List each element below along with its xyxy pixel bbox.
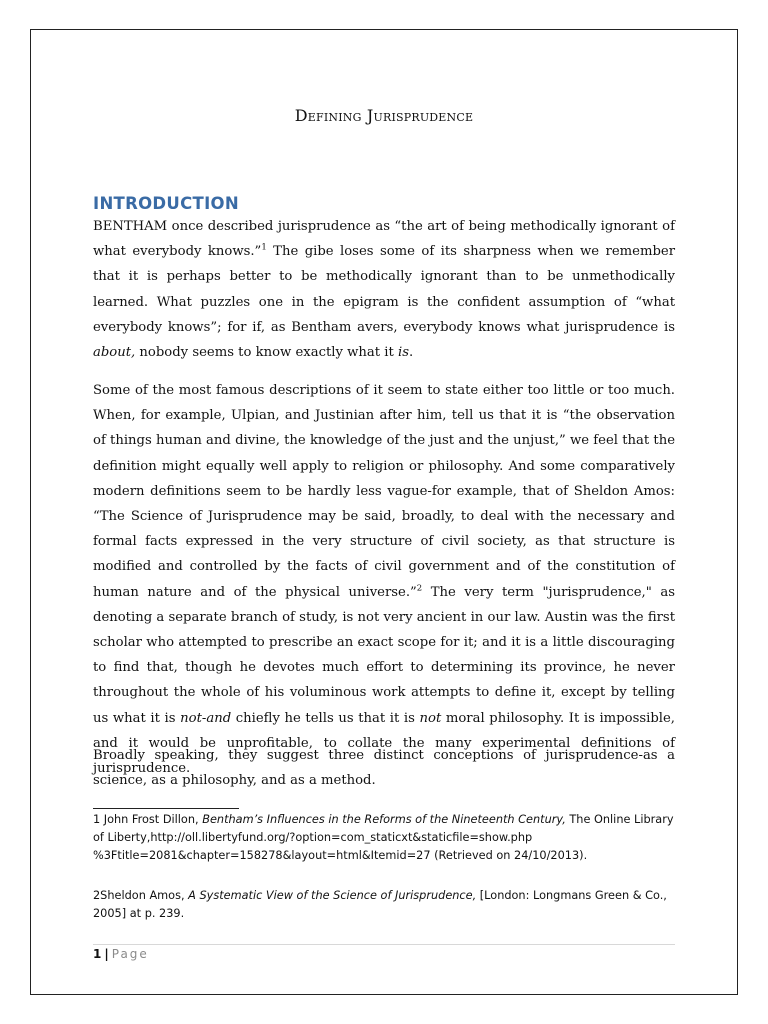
p1-text-2: The gibe loses some of its sharpness when we remember that it is perhaps better to be methodically ignorant than to be unmethodically learned. What puzzles one in the epigram is the confident assumption of “what everybody knows”; for if, as Bentham avers, everybody knows what jurisprudence is bbox=[93, 244, 675, 335]
footnote-2-prefix: 2Sheldon Amos, bbox=[93, 889, 189, 902]
footnote-2-title: A Systematic View of the Science of Jurisprudence, bbox=[188, 889, 477, 902]
footnote-1-prefix: 1 John Frost Dillon, bbox=[93, 813, 203, 826]
footnote-separator bbox=[93, 808, 239, 809]
page-label: Page bbox=[111, 947, 149, 961]
footnote-1-rest: The Online Library of Liberty,http://oll.libertyfund.org/?option=com_staticxt&staticfile=show.php %3Ftitle=2081&chapter=158278&layout=html&Itemid=27 (Retrieved on 24/10/2013). bbox=[93, 813, 674, 862]
page-number: 1 bbox=[93, 947, 102, 961]
paragraph-3: Broadly speaking, they suggest three distinct conceptions of jurisprudence-as a science, as a philosophy, and as a method. bbox=[93, 748, 675, 789]
footer-separator: | bbox=[104, 947, 109, 961]
p1-text-1: BENTHAM once described jurisprudence as “the art of being methodically ignorant of what everybody knows.” bbox=[93, 219, 675, 260]
paragraph-1 bbox=[93, 214, 675, 365]
document-title: Defining Jurisprudence bbox=[294, 106, 474, 125]
footnote-1 bbox=[93, 811, 675, 865]
footnote-2 bbox=[93, 887, 675, 923]
p1-emphasis-about: about, bbox=[93, 345, 136, 361]
p2-text-2: The very term "jurisprudence," as denoting a separate branch of study, is not very ancient in our law. Austin was the first scholar who attempted to prescribe an exact scope for it; and it is a little discouraging to find that, though he devotes much effort to determining its province, he never throughout the whole of his voluminous work attempts to define it, except by telling us what it is bbox=[93, 584, 676, 726]
p2-text-4: moral philosophy. It is impossible, and it would be unprofitable, to collate the many experimental definitions of jurisprudence. bbox=[93, 710, 675, 777]
footnote-ref-1[interactable]: 1 bbox=[261, 242, 267, 253]
paragraph-2 bbox=[93, 378, 675, 781]
footer-rule bbox=[93, 944, 675, 945]
p2-text-3: chiefly he tells us that it is bbox=[231, 710, 420, 726]
footnote-1-title: Bentham’s Influences in the Reforms of the Nineteenth Century, bbox=[202, 813, 566, 826]
p2-emphasis-not-and: not-and bbox=[180, 710, 232, 726]
page-footer bbox=[93, 947, 149, 961]
p1-text-3: nobody seems to know exactly what it bbox=[135, 345, 398, 361]
section-heading: INTRODUCTION bbox=[93, 194, 239, 213]
p1-emphasis-is: is bbox=[398, 345, 409, 361]
p1-text-4: . bbox=[409, 345, 414, 361]
footnote-2-rest: [London: Longmans Green & Co., 2005] at p. 239. bbox=[93, 889, 667, 920]
p2-text-1: Some of the most famous descriptions of it seem to state either too little or too much. When, for example, Ulpian, and Justinian after him, tell us that it is “the observation of things human and divine, the knowledge of the just and the unjust,” we feel that the definition might equally well apply to religion or philosophy. And some comparatively modern definitions seem to be hardly less vague-for example, that of Sheldon Amos: “The Science of Jurisprudence may be said, broadly, to deal with the necessary and formal facts expressed in the very structure of civil society, as that structure is modified and controlled by the facts of civil government and of the constitution of human nature and of the physical universe.” bbox=[93, 383, 675, 600]
p2-emphasis-not: not bbox=[419, 710, 442, 726]
footnote-ref-2[interactable]: 2 bbox=[416, 583, 423, 594]
